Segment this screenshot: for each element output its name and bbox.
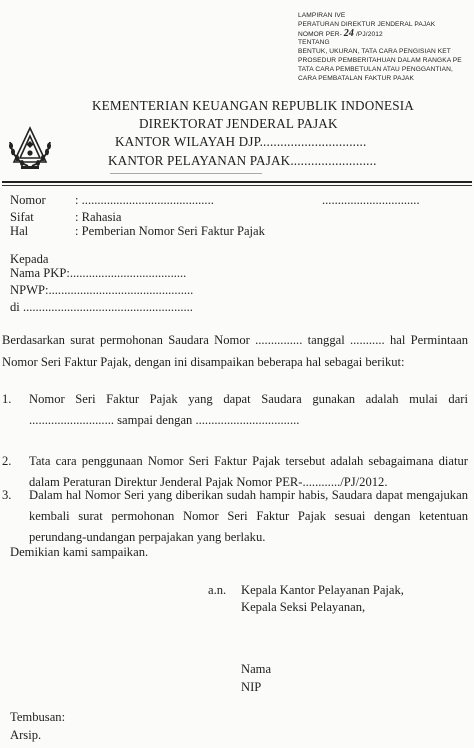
nomor-label: Nomor (10, 193, 46, 207)
reference-nomor-line (298, 27, 462, 40)
letterhead-tax-office: KANTOR PELAYANAN PAJAK......................... (108, 153, 377, 168)
list-item-number: 3. (2, 488, 12, 502)
signature-an: a.n. (208, 583, 227, 597)
signature-title-2: Kepala Seksi Pelayanan, (241, 600, 366, 614)
letterhead-directorate: DIREKTORAT JENDERAL PAJAK (139, 116, 338, 131)
sifat-label: Sifat (10, 210, 34, 224)
npwp-field: NPWP:.............................................. (10, 283, 194, 297)
letterhead-regional-office: KANTOR WILAYAH DJP............................... (115, 134, 367, 149)
hal-label: Hal (10, 224, 29, 238)
reference-line: LAMPIRAN IVE (298, 12, 346, 19)
di-field: di ...................................................... (10, 300, 193, 314)
reference-line: PROSEDUR PEMBERITAHUAN DALAM RANGKA PE (298, 56, 462, 64)
nama-pkp-field: Nama PKP:..................................... (10, 266, 187, 280)
hal-value: : Pemberian Nomor Seri Faktur Pajak (75, 224, 265, 238)
list-item-number: 2. (2, 454, 12, 468)
reference-line: CARA PEMBATALAN FAKTUR PAJAK (298, 74, 415, 82)
reference-line: PERATURAN DIREKTUR JENDERAL PAJAK (298, 20, 436, 28)
reference-nomor-suffix: /PJ/2012 (355, 30, 383, 38)
nomor-date: ............................... (322, 193, 420, 207)
ministry-of-finance-emblem-icon (4, 122, 56, 170)
letterhead-address: ............................................................................ (110, 167, 262, 176)
list-item-text: Nomor Seri Faktur Pajak yang dapat Saudara gunakan adalah mulai dari ........................... sampai dengan ................................. (29, 392, 468, 427)
reference-line: BENTUK, UKURAN, TATA CARA PENGISIAN KET (298, 48, 451, 56)
letterhead-rule-thin (2, 185, 472, 186)
letterhead-ministry: KEMENTERIAN KEUANGAN REPUBLIK INDONESIA (92, 98, 414, 113)
intro-paragraph: Berdasarkan surat permohonan Saudara Nomor ............... tanggal ........... hal Permintaan Nomor Seri Faktur Pajak, dengan ini disampaikan beberapa hal sebagai berikut: (2, 333, 468, 369)
list-item (2, 389, 468, 433)
reference-line: TENTANG (298, 39, 330, 47)
sifat-value: : Rahasia (75, 210, 122, 224)
signature-nip: NIP (241, 680, 262, 694)
tembusan-label: Tembusan: (10, 710, 66, 724)
reference-nomor-label: NOMOR PER- (298, 30, 342, 38)
handwritten-number: 24 (343, 27, 354, 39)
letterhead-rule (2, 181, 472, 183)
reference-block (298, 12, 462, 83)
nomor-value: : .......................................... (75, 193, 214, 207)
list-item-number: 1. (2, 392, 12, 406)
list-item-text: Tata cara penggunaan Nomor Seri Faktur Pajak tersebut adalah sebagaimana diatur dalam Peraturan Direktur Jenderal Pajak Nomor PER-............/PJ/2012. (29, 454, 468, 489)
tembusan-item: Arsip. (10, 728, 42, 742)
closing-text: Demikian kami sampaikan. (10, 545, 149, 559)
list-item (2, 485, 468, 549)
signature-name: Nama (241, 662, 272, 676)
signature-title-1: Kepala Kantor Pelayanan Pajak, (241, 583, 404, 597)
list-item-text: Dalam hal Nomor Seri yang diberikan sudah hampir habis, Saudara dapat mengajukan kembali surat permohonan Nomor Seri Faktur Pajak sesuai dengan ketentuan perundang-undangan perpajakan yang berlaku. (29, 488, 468, 544)
kepada-label: Kepada (10, 252, 49, 266)
reference-line: TATA CARA PEMBETULAN ATAU PENGGANTIAN, (298, 65, 453, 73)
